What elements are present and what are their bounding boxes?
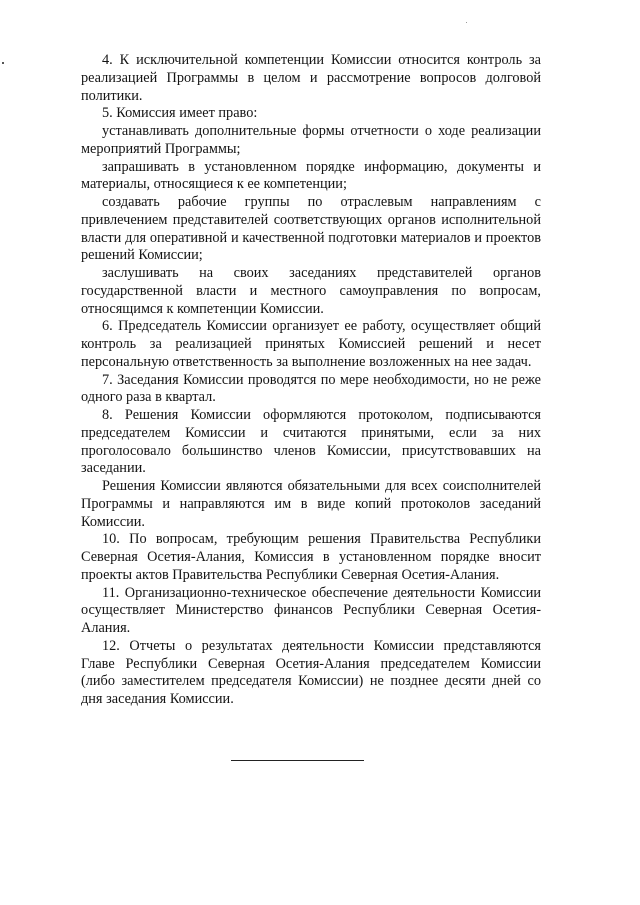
paragraph-11-technical-support: 11. Организационно-техническое обеспечение деятельности Комиссии осуществляет Министерство финансов Республики Северная Осетия-Алания.	[81, 584, 541, 636]
paragraph-right-working-groups: создавать рабочие группы по отраслевым направлениям с привлечением представителей соответствующих органов исполнительной власти для оперативной и качественной подготовки материалов и проектов решений Комиссии;	[81, 194, 541, 264]
paragraph-10-government-acts: 10. По вопросам, требующим решения Правительства Республики Северная Осетия-Алания, Комиссия в установленном порядке вносит проекты актов Правительства Республики Северная Осетия-Алания.	[81, 531, 541, 583]
paragraph-right-reporting-forms: устанавливать дополнительные формы отчетности о ходе реализации мероприятий Программы;	[81, 123, 541, 157]
paragraph-12-reports: 12. Отчеты о результатах деятельности Комиссии представляются Главе Республики Северная Осетия-Алания председателем Комиссии (либо заместителем председателя Комиссии) не позднее десяти дней со дня заседания Комиссии.	[81, 637, 541, 707]
scan-speck	[466, 22, 467, 23]
paragraph-8-decisions: 8. Решения Комиссии оформляются протоколом, подписываются председателем Комиссии и считаются принятыми, если за них проголосовало большинство членов Комиссии, присутствовавших на заседании.	[81, 407, 541, 477]
paragraph-right-hear-representatives: заслушивать на своих заседаниях представителей органов государственной власти и местного самоуправления по вопросам, относящимся к компетенции Комиссии.	[81, 265, 541, 317]
paragraph-5-rights-heading: 5. Комиссия имеет право:	[102, 105, 258, 122]
closing-divider-line	[231, 760, 364, 761]
scan-speck	[2, 62, 4, 64]
paragraph-6-chairman: 6. Председатель Комиссии организует ее работу, осуществляет общий контроль за реализацией принятых Комиссией решений и несет персональную ответственность за выполнение возложенных на нее задач.	[81, 318, 541, 370]
paragraph-4-exclusive-competence: 4. К исключительной компетенции Комиссии относится контроль за реализацией Программы в целом и рассмотрение вопросов долговой политики.	[81, 52, 541, 104]
document-body	[81, 52, 541, 709]
paragraph-7-meetings: 7. Заседания Комиссии проводятся по мере необходимости, но не реже одного раза в квартал.	[81, 371, 541, 406]
paragraph-right-request-information: запрашивать в установленном порядке информацию, документы и материалы, относящиеся к ее компетенции;	[81, 158, 541, 193]
paragraph-decisions-binding: Решения Комиссии являются обязательными для всех соисполнителей Программы и направляются им в виде копий протоколов заседаний Комиссии.	[81, 478, 541, 530]
